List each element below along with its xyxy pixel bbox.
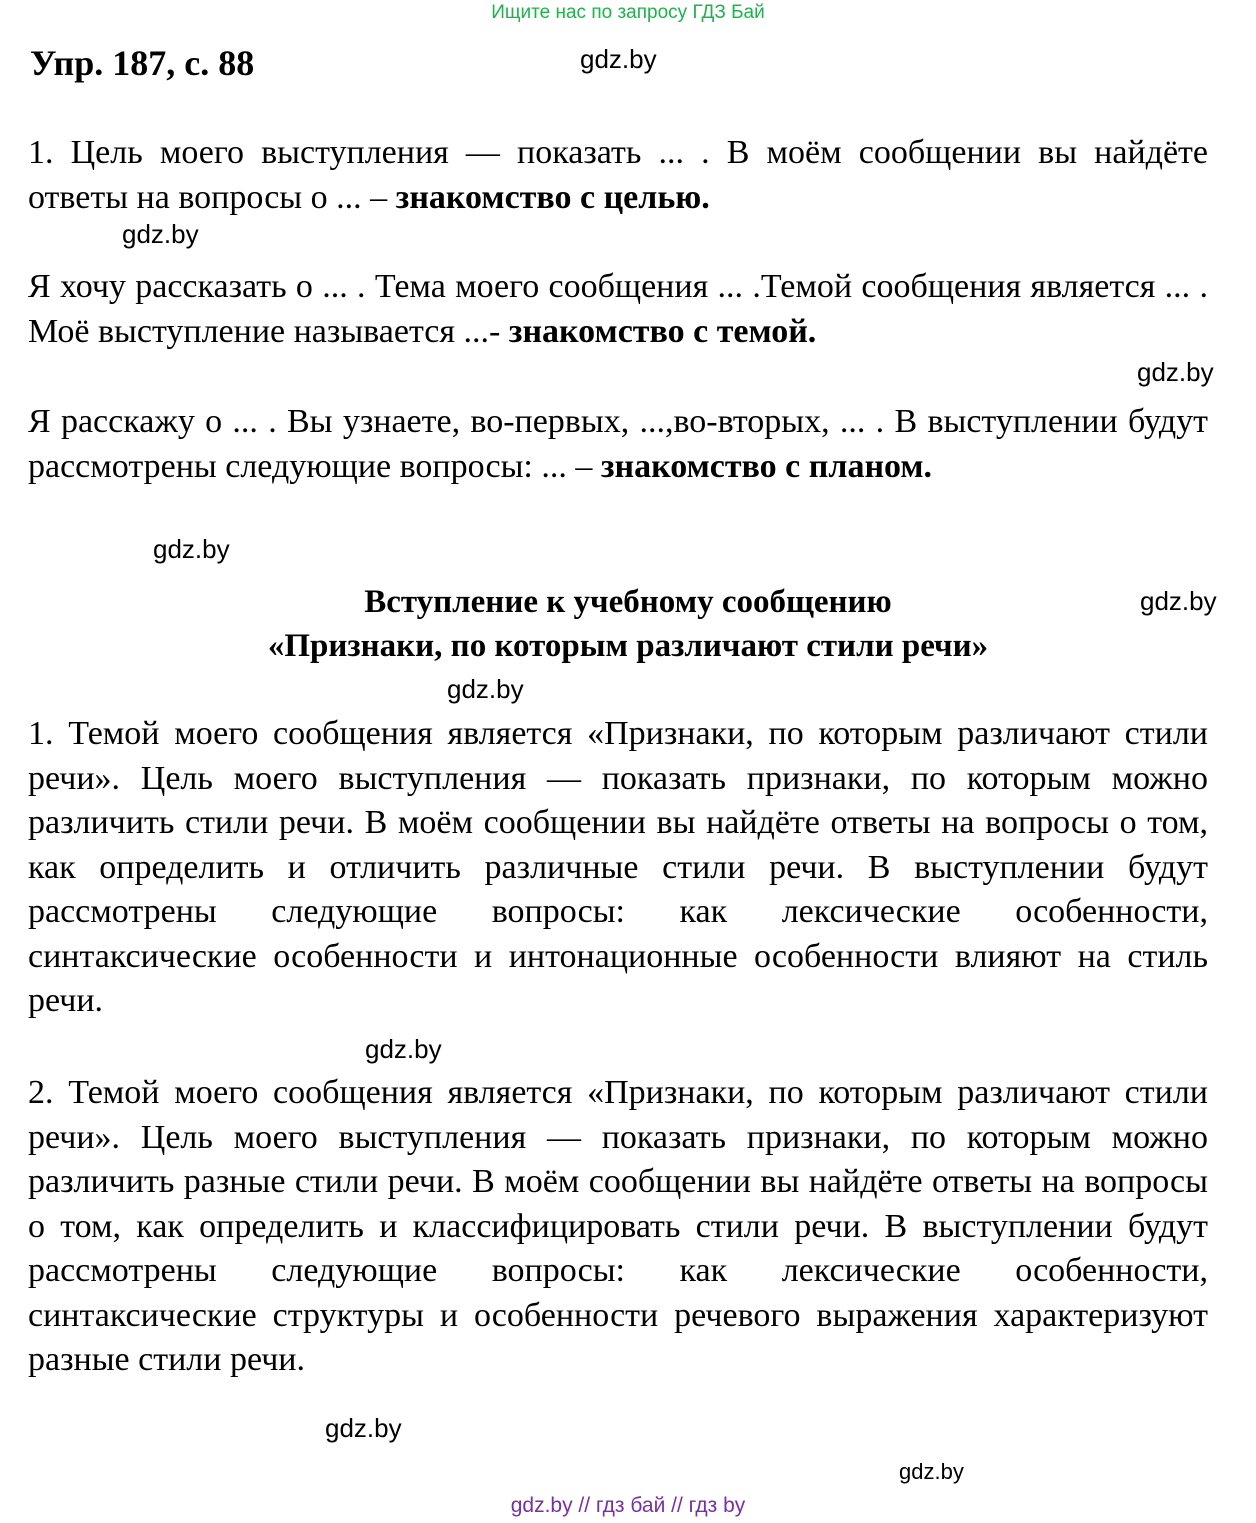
paragraph-topic [28, 265, 1208, 354]
footer-links: gdz.by // гдз бай // гдз by [510, 1494, 746, 1517]
watermark: gdz.by [365, 1034, 442, 1064]
paragraph-bold: знакомство с темой. [508, 312, 817, 350]
watermark: gdz.by [122, 219, 199, 249]
top-banner: Ищите нас по запросу ГДЗ Бай [491, 2, 765, 23]
paragraph-bold: знакомство с целью. [395, 178, 710, 216]
paragraph-plan [28, 400, 1208, 489]
paragraph-goal [28, 131, 1208, 220]
watermark: gdz.by [447, 674, 524, 704]
watermark: gdz.by [899, 1459, 964, 1484]
paragraph-example-1: 1. Темой моего сообщения является «Признаки, по которым различают стили речи». Цель моего выступления — показать признаки, по которым можно различить стили речи. В моём сообщении вы найдёте ответы на вопросы о том, как определить и отличить различные стили речи. В выступлении будут рассмотрены следующие вопросы: как лексические особенности, синтаксические особенности и интонационные особенности влияют на стиль речи. [28, 715, 1208, 1019]
section-heading: Вступление к учебному сообщению [364, 584, 892, 620]
watermark: gdz.by [1140, 586, 1217, 616]
paragraph-text: Я расскажу о ... . Вы узнаете, во-первых, ...,во-вторых, ... . В выступлении будут рассмотрены следующие вопросы: ... – [28, 403, 1208, 485]
page-title: Упр. 187, с. 88 [30, 43, 255, 83]
paragraph-text: 1. Цель моего выступления — показать ... . В моём сообщении вы найдёте ответы на вопросы о ... – [28, 134, 1208, 216]
watermark: gdz.by [325, 1413, 402, 1443]
section-subheading: «Признаки, по которым различают стили речи» [267, 628, 989, 664]
paragraph-example-2: 2. Темой моего сообщения является «Признаки, по которым различают стили речи». Цель моего выступления — показать признаки, по которым можно различить разные стили речи. В моём сообщении вы найдёте ответы на вопросы о том, как определить и классифицировать стили речи. В выступлении будут рассмотрены следующие вопросы: как лексические особенности, синтаксические структуры и особенности речевого выражения характеризуют разные стили речи. [28, 1074, 1208, 1378]
watermark: gdz.by [153, 534, 230, 564]
watermark: gdz.by [580, 44, 657, 74]
paragraph-text: Я хочу рассказать о ... . Тема моего сообщения ... .Темой сообщения является ... . Моё выступление называется ...- [28, 268, 1208, 350]
paragraph-bold: знакомство с планом. [600, 447, 933, 485]
watermark: gdz.by [1137, 357, 1214, 387]
